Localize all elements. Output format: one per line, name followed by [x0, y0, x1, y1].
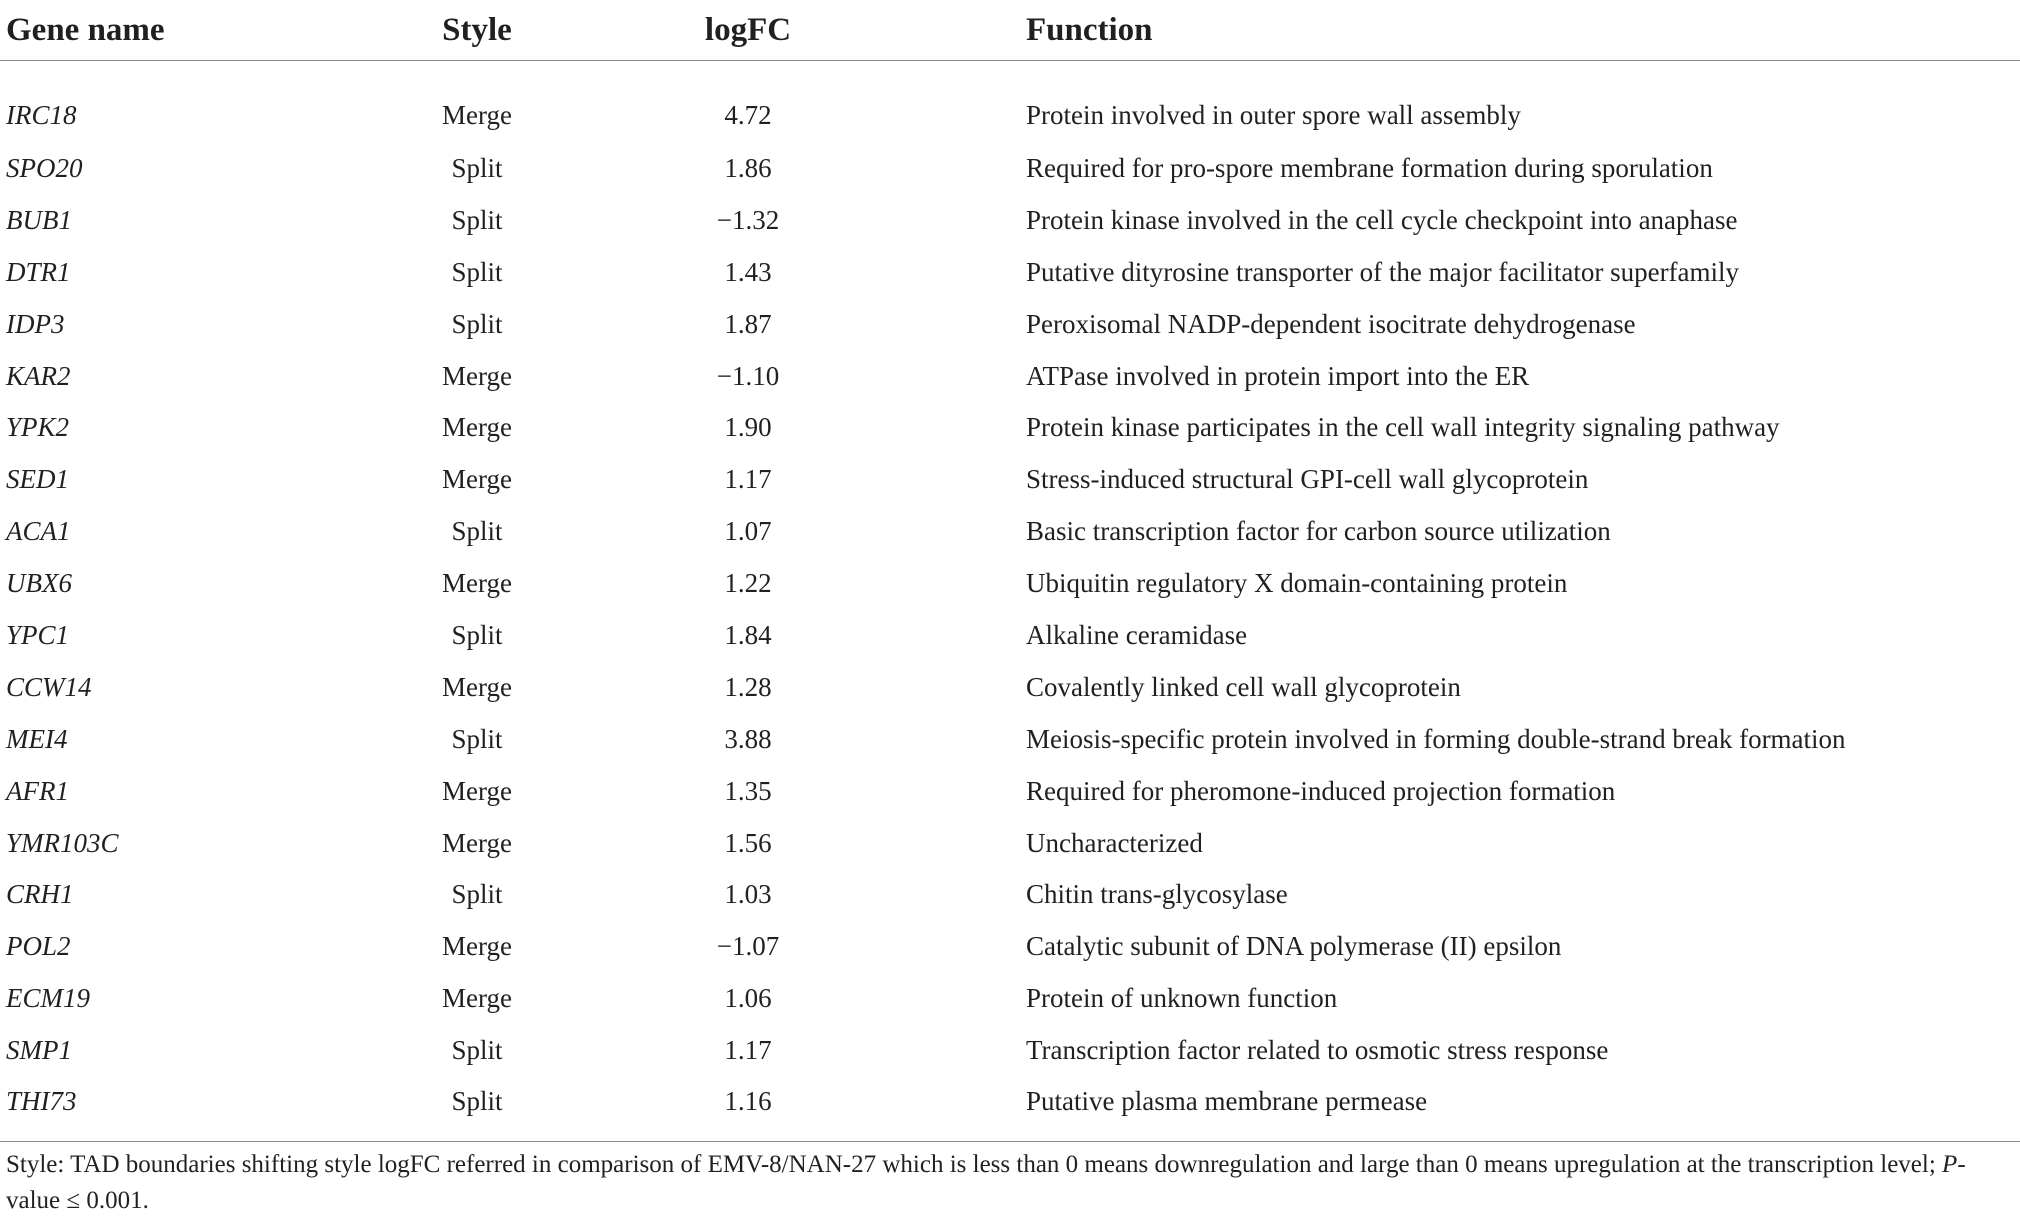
style-cell: Split — [412, 1077, 542, 1142]
table-row — [0, 194, 2020, 246]
table-row — [0, 661, 2020, 713]
logfc-cell: 1.16 — [542, 1077, 954, 1142]
logfc-cell: 3.88 — [724, 723, 772, 754]
table-row — [0, 454, 2020, 506]
style-cell: Split — [451, 516, 503, 547]
function-cell: Alkaline ceramidase — [1026, 619, 1248, 650]
logfc-cell: 1.87 — [724, 308, 772, 339]
function-cell: Ubiquitin regulatory X domain-containing protein — [1026, 568, 1568, 599]
table-row — [0, 246, 2020, 298]
gene-cell: THI73 — [0, 1077, 412, 1142]
style-cell: Split — [451, 723, 503, 754]
function-cell: Chitin trans-glycosylase — [1026, 879, 1288, 910]
style-cell: Merge — [442, 464, 512, 495]
logfc-cell: 1.84 — [724, 619, 772, 650]
table-row — [0, 1077, 2020, 1142]
style-cell: Split — [451, 308, 503, 339]
style-cell: Split — [451, 256, 503, 287]
gene-cell: IDP3 — [6, 308, 65, 339]
function-cell: Protein kinase participates in the cell wall integrity signaling pathway — [1026, 412, 1780, 443]
function-cell: ATPase involved in protein import into the ER — [1026, 360, 1530, 391]
logfc-cell: 1.43 — [724, 256, 772, 287]
logfc-cell: 1.03 — [724, 879, 772, 910]
table-row — [0, 143, 2020, 195]
function-cell: Putative dityrosine transporter of the major facilitator superfamily — [1026, 256, 1740, 287]
gene-cell: SMP1 — [6, 1035, 72, 1066]
footnote-p-letter: P — [1942, 1151, 1958, 1178]
style-cell: Merge — [442, 671, 512, 702]
style-cell: Merge — [442, 568, 512, 599]
function-cell: Uncharacterized — [1026, 827, 1203, 858]
table-row — [0, 713, 2020, 765]
table-row — [0, 298, 2020, 350]
table-row — [0, 402, 2020, 454]
logfc-cell: −1.32 — [716, 204, 780, 235]
table-row — [0, 610, 2020, 662]
style-cell: Split — [451, 152, 503, 183]
table-row — [0, 350, 2020, 402]
gene-cell: YPC1 — [6, 619, 70, 650]
table-body — [0, 61, 2020, 1142]
header-row — [0, 0, 2020, 61]
function-cell: Meiosis-specific protein involved in forming double-strand break formation — [1026, 723, 1846, 754]
style-cell: Merge — [442, 360, 512, 391]
function-cell: Covalently linked cell wall glycoprotein — [1026, 671, 1461, 702]
table-row — [0, 921, 2020, 973]
function-cell: Protein of unknown function — [1026, 983, 1338, 1014]
style-cell: Split — [451, 619, 503, 650]
style-cell: Split — [451, 204, 503, 235]
table-footnote — [6, 1147, 2012, 1219]
style-cell: Merge — [442, 931, 512, 962]
logfc-cell: −1.10 — [716, 360, 780, 391]
gene-cell: SED1 — [6, 464, 69, 495]
logfc-cell: 1.28 — [724, 671, 772, 702]
style-cell: Merge — [442, 100, 512, 131]
gene-cell: CRH1 — [6, 879, 74, 910]
function-cell: Putative plasma membrane permease — [954, 1077, 2020, 1142]
header-logfc: logFC — [542, 0, 954, 61]
function-cell: Required for pheromone-induced projection formation — [1026, 775, 1616, 806]
gene-cell: AFR1 — [6, 775, 69, 806]
style-cell: Split — [451, 879, 503, 910]
gene-cell: KAR2 — [6, 360, 71, 391]
table-row — [0, 558, 2020, 610]
function-cell: Basic transcription factor for carbon source utilization — [1026, 516, 1611, 547]
header-function: Function — [954, 0, 2020, 61]
logfc-cell: 1.56 — [724, 827, 772, 858]
logfc-cell: 1.17 — [724, 1035, 772, 1066]
style-cell: Merge — [442, 827, 512, 858]
function-cell: Protein involved in outer spore wall assembly — [1026, 100, 1521, 131]
gene-cell: CCW14 — [6, 671, 92, 702]
style-cell: Merge — [442, 412, 512, 443]
logfc-cell: 1.35 — [724, 775, 772, 806]
gene-cell: YPK2 — [6, 412, 70, 443]
function-cell: Peroxisomal NADP-dependent isocitrate dehydrogenase — [1026, 308, 1636, 339]
function-cell: Stress-induced structural GPI-cell wall glycoprotein — [1026, 464, 1589, 495]
footnote-text: Style: TAD boundaries shifting style logFC referred in comparison of EMV-8/NAN-27 which is less than 0 means downregulation and large than 0 means upregulation at the transcription level; — [6, 1151, 1943, 1178]
logfc-cell: 1.86 — [724, 152, 772, 183]
style-cell: Split — [451, 1035, 503, 1066]
gene-cell: POL2 — [6, 931, 71, 962]
table-row — [0, 765, 2020, 817]
gene-cell: MEI4 — [6, 723, 68, 754]
table-row — [0, 1025, 2020, 1077]
logfc-cell: 1.07 — [724, 516, 772, 547]
gene-cell: ACA1 — [6, 516, 71, 547]
header-gene-name: Gene name — [0, 0, 412, 61]
gene-cell: UBX6 — [6, 568, 72, 599]
logfc-cell: 4.72 — [724, 100, 772, 131]
logfc-cell: 1.17 — [724, 464, 772, 495]
logfc-cell: −1.07 — [716, 931, 780, 962]
logfc-cell: 1.22 — [724, 568, 772, 599]
table-row — [0, 61, 2020, 143]
table-header — [0, 0, 2020, 61]
function-cell: Transcription factor related to osmotic stress response — [1026, 1035, 1609, 1066]
table-row — [0, 869, 2020, 921]
gene-cell: YMR103C — [6, 827, 119, 858]
header-style: Style — [412, 0, 542, 61]
style-cell: Merge — [442, 775, 512, 806]
gene-cell: SPO20 — [6, 152, 83, 183]
gene-cell: DTR1 — [6, 256, 71, 287]
logfc-cell: 1.06 — [724, 983, 772, 1014]
footnote-p-value: -value ≤ 0.001. — [6, 1151, 1966, 1214]
gene-cell: ECM19 — [6, 983, 90, 1014]
function-cell: Protein kinase involved in the cell cycle checkpoint into anaphase — [1026, 204, 1738, 235]
table-row — [0, 506, 2020, 558]
function-cell: Required for pro-spore membrane formation during sporulation — [1026, 152, 1713, 183]
table-row — [0, 973, 2020, 1025]
table-row — [0, 817, 2020, 869]
function-cell: Catalytic subunit of DNA polymerase (II) epsilon — [1026, 931, 1562, 962]
logfc-cell: 1.90 — [724, 412, 772, 443]
gene-cell: BUB1 — [6, 204, 72, 235]
style-cell: Merge — [442, 983, 512, 1014]
gene-cell: IRC18 — [6, 100, 77, 131]
